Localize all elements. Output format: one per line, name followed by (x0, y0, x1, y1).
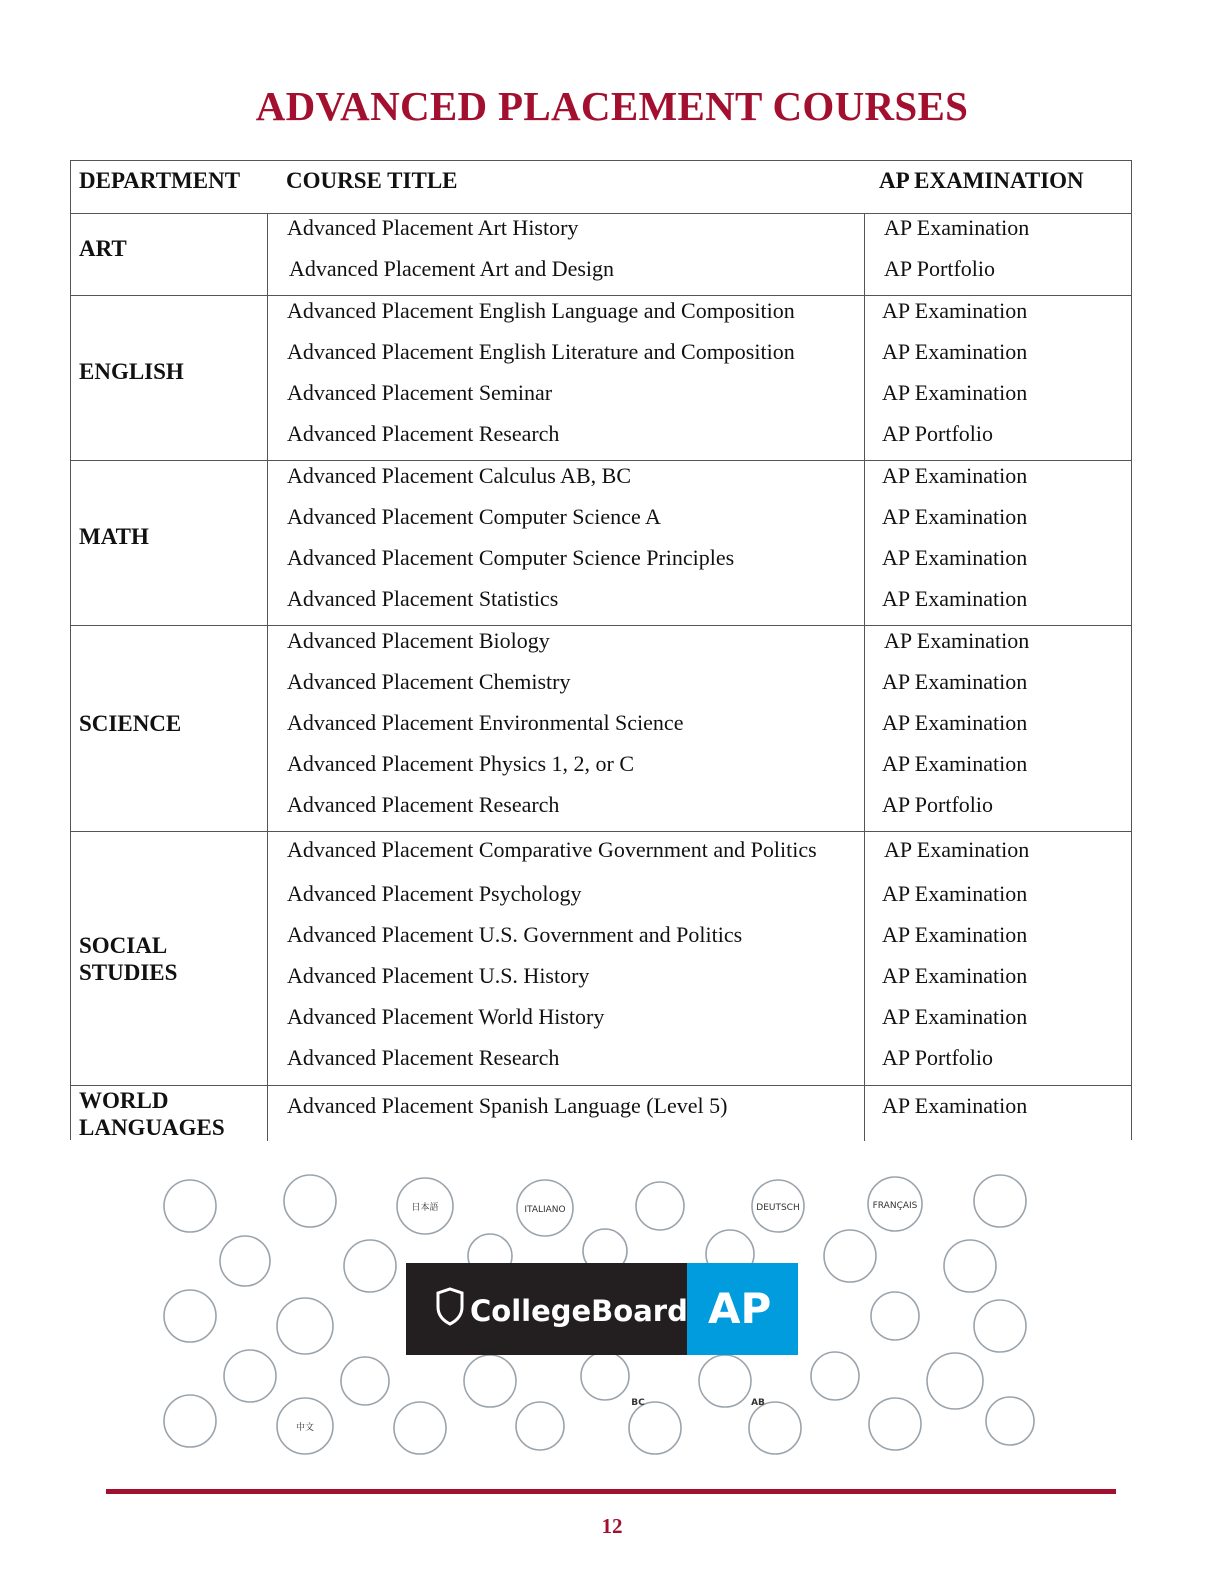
department-label: SOCIAL STUDIES (79, 933, 178, 985)
ap-exam: AP Examination (882, 380, 1028, 405)
courses-table (70, 160, 1132, 1140)
environment-icon (341, 1357, 389, 1405)
department-label: WORLD LANGUAGES (79, 1088, 225, 1140)
course-title: Advanced Placement Research (287, 792, 560, 817)
course-title: Advanced Placement Art and Design (289, 256, 615, 281)
open-book-icon (464, 1355, 516, 1407)
badge-label: FRANÇAIS (872, 1201, 918, 1211)
ap-exam: AP Portfolio (882, 421, 994, 446)
page-title: ADVANCED PLACEMENT COURSES (255, 83, 969, 129)
table-row (71, 256, 1131, 286)
table-row (71, 504, 1131, 534)
table-row (71, 710, 1131, 740)
footer-rule (106, 1489, 1116, 1494)
ap-exam: AP Examination (884, 837, 1030, 862)
department-label: MATH (79, 524, 149, 549)
molecule-icon (394, 1402, 446, 1454)
course-title: Advanced Placement Computer Science Principles (287, 545, 735, 570)
psychology-icon (824, 1230, 876, 1282)
course-title: Advanced Placement English Language and Composition (287, 298, 795, 323)
dna-icon (869, 1398, 921, 1450)
course-title: Advanced Placement Statistics (287, 586, 559, 611)
group-art (71, 213, 1131, 296)
table-row (71, 215, 1131, 245)
landscape-icon (636, 1182, 684, 1230)
ap-exam: AP Examination (882, 1004, 1028, 1029)
course-title: Advanced Placement Seminar (287, 380, 553, 405)
course-title: Advanced Placement Environmental Science (287, 710, 684, 735)
table-row (71, 751, 1131, 781)
badge-label: AB (751, 1398, 765, 1408)
department-label: ART (79, 236, 127, 261)
robot-arm-icon (944, 1240, 996, 1292)
badge-label: DEUTSCH (756, 1203, 800, 1213)
course-title: Advanced Placement Biology (287, 628, 550, 653)
course-title: Advanced Placement Art History (287, 215, 579, 240)
ap-exam: AP Examination (882, 545, 1028, 570)
course-title: Advanced Placement Psychology (287, 881, 582, 906)
group-math (71, 461, 1131, 626)
course-title: Advanced Placement Computer Science A (287, 504, 661, 529)
course-title: Advanced Placement English Literature and Composition (287, 339, 795, 364)
course-title: Advanced Placement U.S. History (287, 963, 590, 988)
code-icon (927, 1353, 983, 1409)
table-row (71, 298, 1131, 328)
collegeboard-wordmark: CollegeBoard (470, 1294, 688, 1328)
ap-exam: AP Portfolio (882, 792, 994, 817)
table-row (71, 1004, 1131, 1034)
table-row (71, 669, 1131, 699)
course-title: Advanced Placement Research (287, 421, 560, 446)
geometry-icon (974, 1300, 1026, 1352)
ap-exam: AP Portfolio (882, 1045, 994, 1070)
table-header (71, 161, 1131, 214)
calculus-ab-icon (749, 1402, 801, 1454)
research-icon (516, 1402, 564, 1450)
table-row (71, 628, 1131, 658)
header-course-title: COURSE TITLE (286, 168, 458, 193)
group-science (71, 626, 1131, 832)
department-label: ENGLISH (79, 359, 184, 384)
table-row (71, 339, 1131, 369)
calculus-bc-icon (629, 1402, 681, 1454)
computer-icon (581, 1352, 629, 1400)
flag-icon (277, 1298, 333, 1354)
table-row (71, 837, 1131, 867)
ap-icons-banner (160, 1166, 1040, 1456)
department-label: SCIENCE (79, 711, 182, 736)
header-department: DEPARTMENT (79, 168, 241, 193)
globe-icon (164, 1180, 216, 1232)
table-row (71, 922, 1131, 952)
table-row (71, 881, 1131, 911)
badge-label: 日本語 (411, 1203, 439, 1213)
table-row (71, 463, 1131, 493)
ap-exam: AP Examination (882, 751, 1028, 776)
ap-exam: AP Examination (882, 504, 1028, 529)
course-title: Advanced Placement Spanish Language (Level 5) (287, 1093, 728, 1118)
table-row (71, 545, 1131, 575)
course-title: Advanced Placement Research (287, 1045, 560, 1070)
ap-exam: AP Examination (882, 1093, 1028, 1118)
badge-label: BC (631, 1398, 645, 1408)
ap-exam: AP Portfolio (884, 256, 996, 281)
ap-exam: AP Examination (882, 339, 1028, 364)
group-english (71, 296, 1131, 461)
ap-exam: AP Examination (882, 586, 1028, 611)
course-title: Advanced Placement Physics 1, 2, or C (287, 751, 635, 776)
ap-exam: AP Examination (882, 710, 1028, 735)
table-row (71, 963, 1131, 993)
course-title: Advanced Placement Comparative Government and Politics (287, 837, 817, 862)
page-number: 12 (601, 1514, 623, 1538)
ap-exam: AP Examination (882, 881, 1028, 906)
ap-exam: AP Examination (882, 963, 1028, 988)
map-search-icon (224, 1350, 276, 1402)
ap-exam: AP Examination (884, 215, 1030, 240)
course-title: Advanced Placement Calculus AB, BC (287, 463, 631, 488)
course-title: Advanced Placement Chemistry (287, 669, 571, 694)
triangle-icon (699, 1355, 751, 1407)
reading-icon (344, 1240, 396, 1292)
group-world-languages (71, 1086, 1131, 1141)
physics-icon (986, 1397, 1034, 1445)
ap-wordmark: AP (708, 1284, 772, 1333)
badge-label: ITALIANO (524, 1205, 566, 1215)
badge-label: 中文 (295, 1423, 315, 1433)
header-ap-examination: AP EXAMINATION (879, 168, 1084, 193)
ap-exam: AP Examination (884, 628, 1030, 653)
ap-exam: AP Examination (882, 463, 1028, 488)
ap-exam: AP Examination (882, 669, 1028, 694)
books-icon (164, 1290, 216, 1342)
ap-exam: AP Examination (882, 298, 1028, 323)
store-icon (871, 1292, 919, 1340)
table-row (71, 1093, 1131, 1123)
table-row (71, 421, 1131, 451)
statistics-icon (220, 1236, 270, 1286)
ap-exam: AP Examination (882, 922, 1028, 947)
table-row (71, 792, 1131, 822)
table-row (71, 1045, 1131, 1075)
table-row (71, 586, 1131, 616)
course-title: Advanced Placement U.S. Government and Politics (287, 922, 743, 947)
table-row (71, 380, 1131, 410)
statue-icon (284, 1175, 336, 1227)
course-title: Advanced Placement World History (287, 1004, 605, 1029)
lamp-icon (164, 1395, 216, 1447)
flowchart-icon (811, 1352, 859, 1400)
group-social-studies (71, 832, 1131, 1086)
art-history-icon (974, 1175, 1026, 1227)
subject-icons-illustration (160, 1166, 1040, 1456)
